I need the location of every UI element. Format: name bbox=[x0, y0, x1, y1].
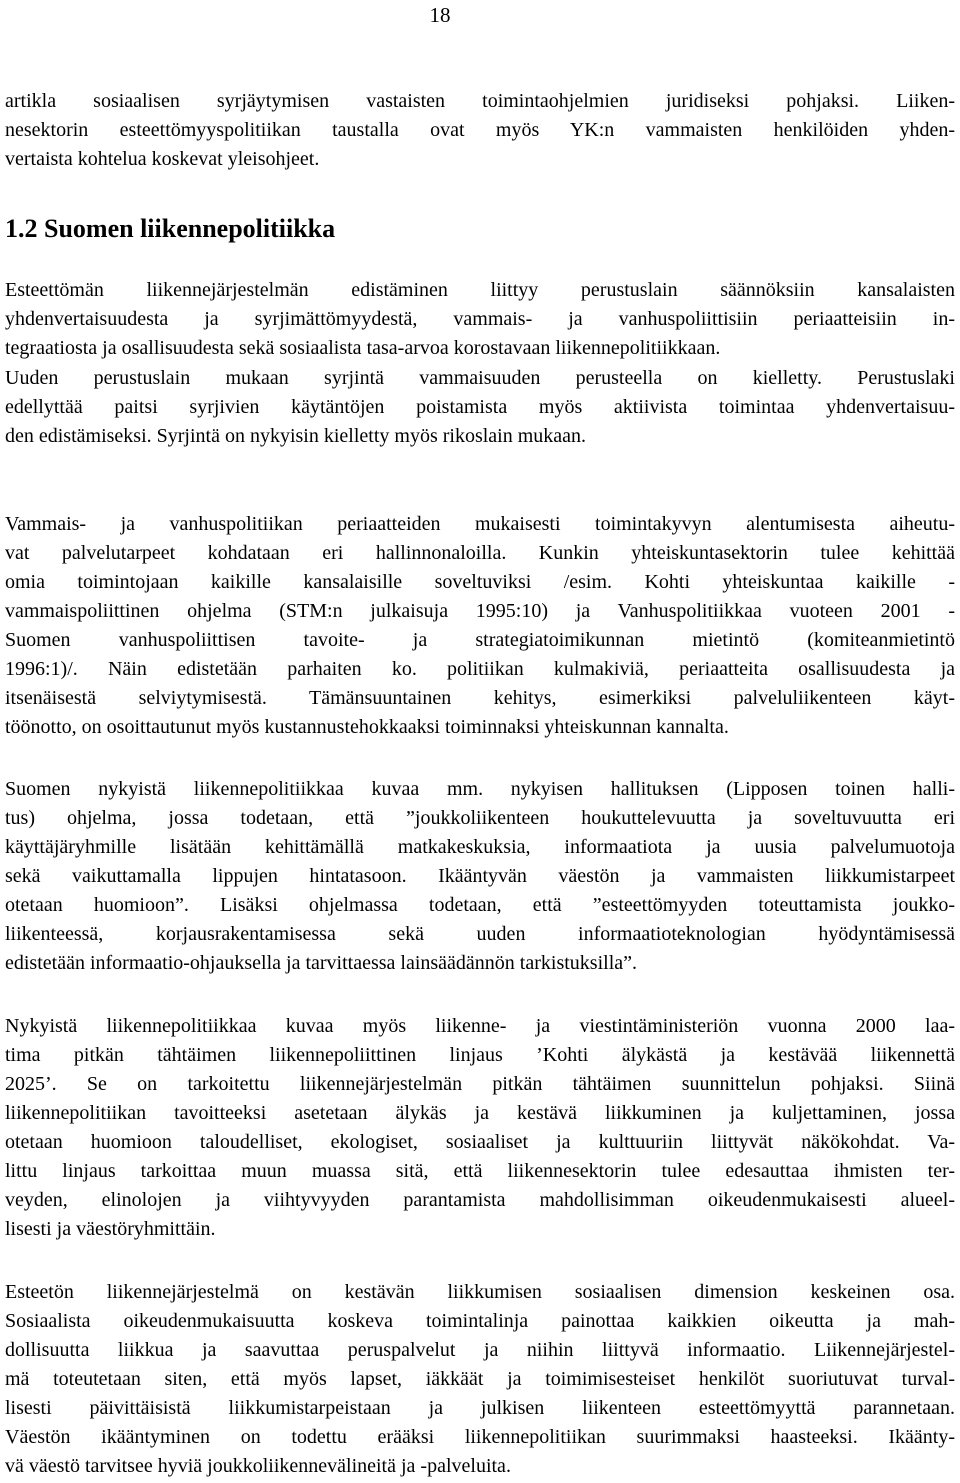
text-line: Suomen nykyistä liikennepolitiikkaa kuvaa mm. nykyisen hallituksen (Lipposen toinen halli- bbox=[5, 778, 955, 800]
text-line: tegraatiosta ja osallisuudesta sekä sosiaalista tasa-arvoa korostavaan liikennepolitiikkaan. bbox=[5, 337, 721, 359]
text-line: mä toteutetaan siten, että myös lapset, iäkkäät ja toimimisesteiset henkilöt suoriutuvat turval- bbox=[5, 1368, 955, 1390]
text-line: töönotto, on osoittautunut myös kustannustehokkaaksi toiminnaksi yhteiskunnan kannalta. bbox=[5, 716, 729, 738]
text-line: littu linjaus tarkoittaa muun muassa sitä, että liikennesektorin tulee edesauttaa ihmisten ter- bbox=[5, 1160, 955, 1182]
text-line: tima pitkän tähtäimen liikennepoliittinen linjaus ’Kohti älykästä ja kestävää liikennettä bbox=[5, 1044, 955, 1066]
text-line: Uuden perustuslain mukaan syrjintä vammaisuuden perusteella on kielletty. Perustuslaki bbox=[5, 367, 955, 389]
text-line: artikla sosiaalisen syrjäytymisen vastaisten toimintaohjelmien juridiseksi pohjaksi. Liiken- bbox=[5, 90, 955, 112]
text-line: 2025’. Se on tarkoitettu liikennejärjestelmän pitkän tähtäimen suunnittelun pohjaksi. Siinä bbox=[5, 1073, 955, 1095]
text-line: vat palvelutarpeet kohdataan eri hallinnonaloilla. Kunkin yhteiskuntasektorin tulee kehittää bbox=[5, 542, 955, 564]
intro-paragraph bbox=[5, 87, 955, 174]
text-line: edistetään informaatio-ohjauksella ja tarvittaessa lainsäädännön tarkistuksilla”. bbox=[5, 952, 638, 974]
section-heading: 1.2 Suomen liikennepolitiikka bbox=[5, 214, 336, 243]
text-line: otetaan huomioon taloudelliset, ekologiset, sosiaaliset ja kulttuuriin liittyvät näkökohdat. Va- bbox=[5, 1131, 955, 1153]
text-line: itsenäisestä selviytymisestä. Tämänsuuntainen kehitys, esimerkiksi palveluliikenteen käyt- bbox=[5, 687, 955, 709]
text-line: lisesti ja väestöryhmittäin. bbox=[5, 1218, 216, 1240]
text-line: Esteetön liikennejärjestelmä on kestävän liikkumisen sosiaalisen dimension keskeinen osa. bbox=[5, 1281, 955, 1303]
paragraph-6 bbox=[5, 1278, 955, 1481]
text-line: Väestön ikääntyminen on todettu erääksi liikennepolitiikan suurimmaksi haasteeksi. Ikäänty- bbox=[5, 1426, 955, 1448]
text-line: Sosiaalista oikeudenmukaisuutta koskeva toimintalinja painottaa kaikkien oikeutta ja mah- bbox=[5, 1310, 955, 1332]
text-line: lisesti päivittäisistä liikkumistarpeistaan ja julkisen liikenteen esteettömyyttä parannetaan. bbox=[5, 1397, 955, 1419]
page-number: 18 bbox=[429, 3, 451, 27]
text-line: vertaista kohtelua koskevat yleisohjeet. bbox=[5, 148, 320, 170]
paragraph-5 bbox=[5, 1012, 955, 1244]
text-line: otetaan huomioon”. Lisäksi ohjelmassa todetaan, että ”esteettömyyden toteuttamista joukko- bbox=[5, 894, 955, 916]
text-line: yhdenvertaisuudesta ja syrjimättömyydestä, vammais- ja vanhuspoliittisiin periaatteisiin in- bbox=[5, 308, 955, 330]
text-line: 1996:1)/. Näin edistetään parhaiten ko. politiikan kulmakiviä, periaatteita osallisuudesta ja bbox=[5, 658, 955, 680]
text-line: Nykyistä liikennepolitiikkaa kuvaa myös liikenne- ja viestintäministeriön vuonna 2000 laa- bbox=[5, 1015, 955, 1037]
text-line: Esteettömän liikennejärjestelmän edistäminen liittyy perustuslain säännöksiin kansalaisten bbox=[5, 279, 955, 301]
paragraph-1 bbox=[5, 276, 955, 363]
text-line: den edistämiseksi. Syrjintä on nykyisin kielletty myös rikoslain mukaan. bbox=[5, 425, 587, 447]
paragraph-2 bbox=[5, 364, 955, 451]
text-line: edellyttää paitsi syrjivien käytäntöjen poistamista myös aktiivista toimintaa yhdenvertaisuu- bbox=[5, 396, 955, 418]
text-line: vä väestö tarvitsee hyviä joukkoliikennevälineitä ja -palveluita. bbox=[5, 1455, 511, 1477]
text-line: liikenteessä, korjausrakentamisessa sekä uuden informaatioteknologian hyödyntämisessä bbox=[5, 923, 955, 945]
text-line: veyden, elinolojen ja viihtyvyyden parantamista mahdollisimman oikeudenmukaisesti alueel- bbox=[5, 1189, 955, 1211]
text-line: tus) ohjelma, jossa todetaan, että ”joukkoliikenteen houkuttelevuutta ja soveltuvuutta eri bbox=[5, 807, 955, 829]
text-line: vammaispoliittinen ohjelma (STM:n julkaisuja 1995:10) ja Vanhuspolitiikkaa vuoteen 2001 - bbox=[5, 600, 955, 622]
paragraph-3 bbox=[5, 510, 955, 742]
text-line: nesektorin esteettömyyspolitiikan taustalla ovat myös YK:n vammaisten henkilöiden yhden- bbox=[5, 119, 955, 141]
text-line: omia toimintojaan kaikille kansalaisille soveltuviksi /esim. Kohti yhteiskuntaa kaikille - bbox=[5, 571, 955, 593]
text-line: Suomen vanhuspoliittisen tavoite- ja strategiatoimikunnan mietintö (komiteanmietintö bbox=[5, 629, 955, 651]
text-line: dollisuutta liikkua ja saavuttaa peruspalvelut ja niihin liittyvä informaatio. Liikennejärjestel- bbox=[5, 1339, 955, 1361]
paragraph-4 bbox=[5, 775, 955, 978]
text-line: käyttäjäryhmille lisätään kehittämällä matkakeskuksia, informaatiota ja uusia palvelumuotoja bbox=[5, 836, 955, 858]
text-line: sekä vaikuttamalla lippujen hintatasoon. Ikääntyvän väestön ja vammaisten liikkumistarpeet bbox=[5, 865, 955, 887]
text-line: Vammais- ja vanhuspolitiikan periaatteiden mukaisesti toimintakyvyn alentumisesta aiheutu- bbox=[5, 513, 955, 535]
text-line: liikennepolitiikan tavoitteeksi asetetaan älykäs ja kestävä liikkuminen ja kuljettaminen, jossa bbox=[5, 1102, 955, 1124]
